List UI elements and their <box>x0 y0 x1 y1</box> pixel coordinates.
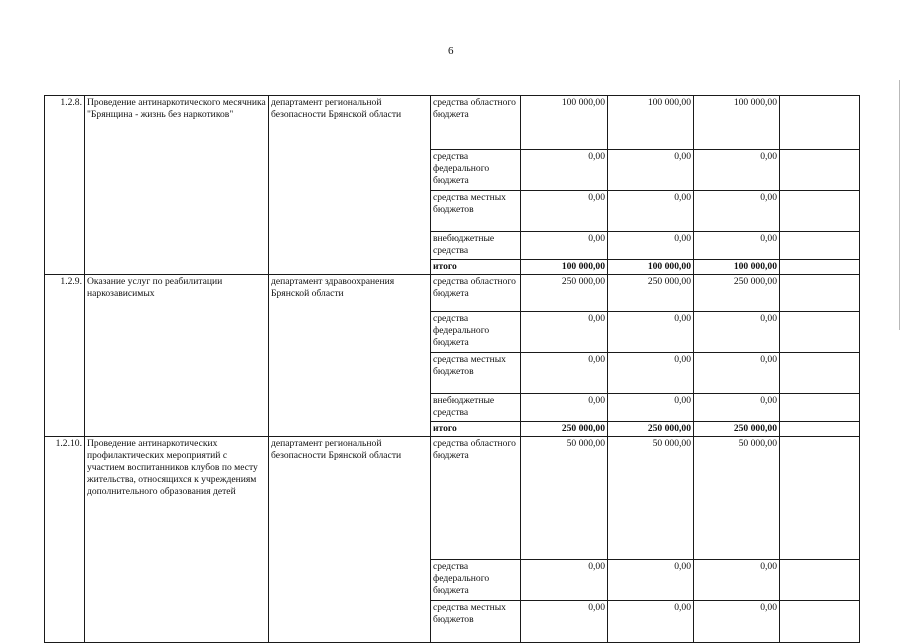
amount-cell: 0,00 <box>521 191 608 232</box>
amount-cell: 50 000,00 <box>521 437 608 560</box>
amount-cell: 100 000,00 <box>608 96 694 150</box>
funding-source: средства областного бюджета <box>431 275 521 312</box>
amount-cell: 0,00 <box>608 560 694 601</box>
amount-cell: 0,00 <box>608 353 694 394</box>
amount-cell: 0,00 <box>694 191 780 232</box>
amount-cell: 0,00 <box>694 232 780 260</box>
scan-edge-line <box>899 80 900 330</box>
item-name: Оказание услуг по реабилитации наркозависимых <box>85 275 269 437</box>
funding-source: внебюджетные средства <box>431 232 521 260</box>
item-code: 1.2.10. <box>45 437 85 643</box>
empty-cell <box>780 422 860 437</box>
empty-cell <box>780 232 860 260</box>
amount-cell: 0,00 <box>521 394 608 422</box>
funding-source: средства местных бюджетов <box>431 353 521 394</box>
amount-cell: 0,00 <box>694 353 780 394</box>
empty-cell <box>780 191 860 232</box>
amount-cell: 0,00 <box>608 601 694 643</box>
funding-source: средства федерального бюджета <box>431 312 521 353</box>
table-row <box>45 275 860 312</box>
amount-cell: 0,00 <box>521 353 608 394</box>
amount-cell: 250 000,00 <box>521 422 608 437</box>
table-row <box>45 96 860 150</box>
empty-cell <box>780 394 860 422</box>
empty-cell <box>780 260 860 275</box>
amount-cell: 0,00 <box>521 560 608 601</box>
empty-cell <box>780 150 860 191</box>
amount-cell: 0,00 <box>608 150 694 191</box>
funding-source: средства областного бюджета <box>431 437 521 560</box>
amount-cell: 0,00 <box>694 394 780 422</box>
amount-cell: 0,00 <box>608 232 694 260</box>
funding-source: средства областного бюджета <box>431 96 521 150</box>
amount-cell: 0,00 <box>521 150 608 191</box>
item-code: 1.2.9. <box>45 275 85 437</box>
empty-cell <box>780 353 860 394</box>
amount-cell: 0,00 <box>521 312 608 353</box>
item-code: 1.2.8. <box>45 96 85 275</box>
amount-cell: 0,00 <box>694 312 780 353</box>
page-number: 6 <box>448 45 454 57</box>
funding-source: средства федерального бюджета <box>431 150 521 191</box>
item-name: Проведение антинаркотических профилактических мероприятий с участием воспитанников клубов по месту жительства, относящихся к учреждениям дополнительного образования детей <box>85 437 269 643</box>
funding-source: итого <box>431 260 521 275</box>
amount-cell: 0,00 <box>608 312 694 353</box>
amount-cell: 0,00 <box>608 394 694 422</box>
item-department: департамент региональной безопасности Брянской области <box>269 96 431 275</box>
budget-table <box>44 95 860 643</box>
amount-cell: 250 000,00 <box>608 275 694 312</box>
empty-cell <box>780 275 860 312</box>
amount-cell: 50 000,00 <box>608 437 694 560</box>
amount-cell: 250 000,00 <box>694 275 780 312</box>
empty-cell <box>780 312 860 353</box>
amount-cell: 50 000,00 <box>694 437 780 560</box>
amount-cell: 100 000,00 <box>608 260 694 275</box>
amount-cell: 0,00 <box>694 601 780 643</box>
amount-cell: 100 000,00 <box>694 260 780 275</box>
amount-cell: 250 000,00 <box>694 422 780 437</box>
item-department: департамент региональной безопасности Брянской области <box>269 437 431 643</box>
item-name: Проведение антинаркотического месячника "Брянщина - жизнь без наркотиков" <box>85 96 269 275</box>
funding-source: средства федерального бюджета <box>431 560 521 601</box>
empty-cell <box>780 601 860 643</box>
table-row <box>45 437 860 560</box>
funding-source: средства местных бюджетов <box>431 191 521 232</box>
amount-cell: 100 000,00 <box>694 96 780 150</box>
funding-source: внебюджетные средства <box>431 394 521 422</box>
amount-cell: 250 000,00 <box>608 422 694 437</box>
amount-cell: 100 000,00 <box>521 96 608 150</box>
funding-source: итого <box>431 422 521 437</box>
item-department: департамент здравоохранения Брянской области <box>269 275 431 437</box>
funding-source: средства местных бюджетов <box>431 601 521 643</box>
amount-cell: 0,00 <box>521 601 608 643</box>
amount-cell: 0,00 <box>521 232 608 260</box>
amount-cell: 0,00 <box>694 150 780 191</box>
amount-cell: 0,00 <box>694 560 780 601</box>
empty-cell <box>780 560 860 601</box>
amount-cell: 0,00 <box>608 191 694 232</box>
amount-cell: 100 000,00 <box>521 260 608 275</box>
empty-cell <box>780 96 860 150</box>
empty-cell <box>780 437 860 560</box>
amount-cell: 250 000,00 <box>521 275 608 312</box>
